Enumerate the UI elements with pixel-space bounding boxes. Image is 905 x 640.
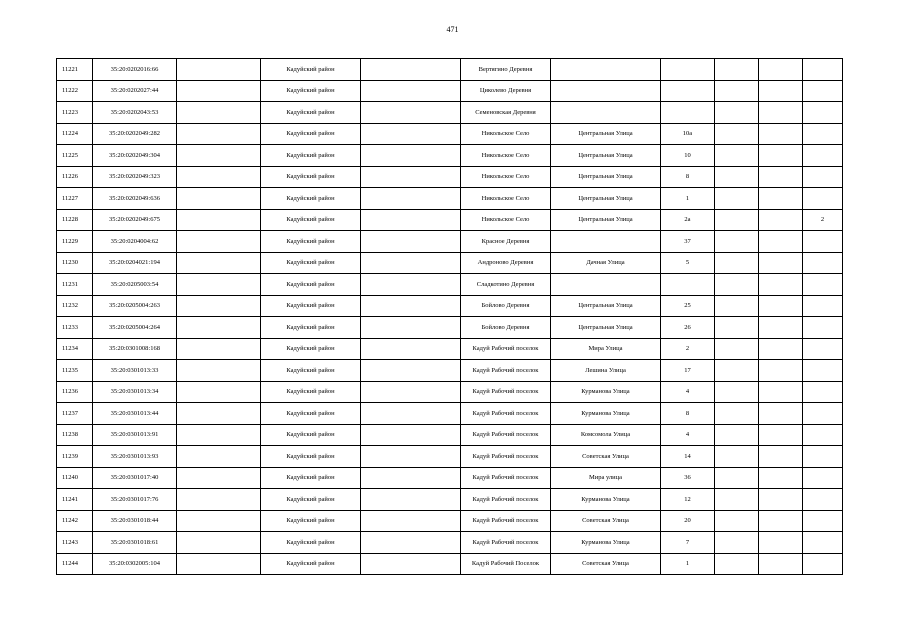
house-number-cell: 2 xyxy=(661,338,715,360)
table-row xyxy=(57,231,843,253)
cadastral-number-cell: 35:20:0202049:636 xyxy=(93,188,177,210)
extra-cell xyxy=(803,553,843,575)
record-number-cell: 11232 xyxy=(57,295,93,317)
house-number-cell: 4 xyxy=(661,424,715,446)
street-cell: Лешина Улица xyxy=(551,360,661,382)
district-cell: Кадуйский район xyxy=(261,59,361,81)
registry-rows xyxy=(57,59,843,575)
record-number-cell: 11228 xyxy=(57,209,93,231)
street-cell xyxy=(551,102,661,124)
extra-cell xyxy=(759,338,803,360)
record-number-cell: 11235 xyxy=(57,360,93,382)
extra-cell xyxy=(715,446,759,468)
street-cell: Центральная Улица xyxy=(551,188,661,210)
table-row xyxy=(57,532,843,554)
cadastral-number-cell: 35:20:0301013:33 xyxy=(93,360,177,382)
street-cell: Мира улица xyxy=(551,467,661,489)
empty-cell xyxy=(177,424,261,446)
empty-cell xyxy=(361,360,461,382)
locality-cell: Кадуй Рабочий поселок xyxy=(461,338,551,360)
extra-cell xyxy=(803,360,843,382)
extra-cell xyxy=(759,274,803,296)
house-number-cell: 14 xyxy=(661,446,715,468)
empty-cell xyxy=(361,145,461,167)
table-row xyxy=(57,424,843,446)
table-row xyxy=(57,166,843,188)
empty-cell xyxy=(361,59,461,81)
house-number-cell: 12 xyxy=(661,489,715,511)
extra-cell xyxy=(803,188,843,210)
district-cell: Кадуйский район xyxy=(261,166,361,188)
empty-cell xyxy=(361,102,461,124)
extra-cell xyxy=(715,166,759,188)
district-cell: Кадуйский район xyxy=(261,102,361,124)
empty-cell xyxy=(177,489,261,511)
extra-cell: 2 xyxy=(803,209,843,231)
record-number-cell: 11224 xyxy=(57,123,93,145)
district-cell: Кадуйский район xyxy=(261,80,361,102)
house-number-cell: 8 xyxy=(661,166,715,188)
district-cell: Кадуйский район xyxy=(261,188,361,210)
empty-cell xyxy=(361,381,461,403)
extra-cell xyxy=(759,145,803,167)
cadastral-number-cell: 35:20:0202049:675 xyxy=(93,209,177,231)
district-cell: Кадуйский район xyxy=(261,252,361,274)
street-cell: Центральная Улица xyxy=(551,123,661,145)
district-cell: Кадуйский район xyxy=(261,274,361,296)
district-cell: Кадуйский район xyxy=(261,403,361,425)
district-cell: Кадуйский район xyxy=(261,295,361,317)
empty-cell xyxy=(361,274,461,296)
empty-cell xyxy=(361,532,461,554)
locality-cell: Никольское Село xyxy=(461,123,551,145)
extra-cell xyxy=(715,231,759,253)
cadastral-number-cell: 35:20:0301017:40 xyxy=(93,467,177,489)
house-number-cell: 7 xyxy=(661,532,715,554)
table-row xyxy=(57,489,843,511)
empty-cell xyxy=(177,274,261,296)
empty-cell xyxy=(361,403,461,425)
cadastral-number-cell: 35:20:0202049:304 xyxy=(93,145,177,167)
record-number-cell: 11226 xyxy=(57,166,93,188)
extra-cell xyxy=(803,252,843,274)
locality-cell: Кадуй Рабочий поселок xyxy=(461,532,551,554)
street-cell: Дачная Улица xyxy=(551,252,661,274)
locality-cell: Никольское Село xyxy=(461,166,551,188)
table-row xyxy=(57,403,843,425)
street-cell: Советская Улица xyxy=(551,510,661,532)
extra-cell xyxy=(759,317,803,339)
extra-cell xyxy=(759,489,803,511)
house-number-cell: 2а xyxy=(661,209,715,231)
street-cell: Центральная Улица xyxy=(551,145,661,167)
empty-cell xyxy=(177,338,261,360)
cadastral-number-cell: 35:20:0205003:54 xyxy=(93,274,177,296)
empty-cell xyxy=(361,209,461,231)
page-number: 471 xyxy=(446,25,459,34)
house-number-cell xyxy=(661,102,715,124)
district-cell: Кадуйский район xyxy=(261,381,361,403)
district-cell: Кадуйский район xyxy=(261,446,361,468)
district-cell: Кадуйский район xyxy=(261,424,361,446)
extra-cell xyxy=(715,102,759,124)
cadastral-number-cell: 35:20:0202016:66 xyxy=(93,59,177,81)
extra-cell xyxy=(803,510,843,532)
extra-cell xyxy=(759,403,803,425)
extra-cell xyxy=(803,338,843,360)
cadastral-number-cell: 35:20:0301013:44 xyxy=(93,403,177,425)
empty-cell xyxy=(177,102,261,124)
table-row xyxy=(57,317,843,339)
district-cell: Кадуйский район xyxy=(261,532,361,554)
extra-cell xyxy=(715,510,759,532)
house-number-cell: 10 xyxy=(661,145,715,167)
record-number-cell: 11229 xyxy=(57,231,93,253)
empty-cell xyxy=(361,317,461,339)
extra-cell xyxy=(759,209,803,231)
extra-cell xyxy=(803,145,843,167)
extra-cell xyxy=(715,295,759,317)
locality-cell: Кадуй Рабочий поселок xyxy=(461,489,551,511)
street-cell xyxy=(551,231,661,253)
house-number-cell xyxy=(661,274,715,296)
district-cell: Кадуйский район xyxy=(261,553,361,575)
district-cell: Кадуйский район xyxy=(261,510,361,532)
locality-cell: Кадуй Рабочий поселок xyxy=(461,510,551,532)
record-number-cell: 11239 xyxy=(57,446,93,468)
district-cell: Кадуйский район xyxy=(261,360,361,382)
table-row xyxy=(57,145,843,167)
empty-cell xyxy=(361,489,461,511)
district-cell: Кадуйский район xyxy=(261,467,361,489)
locality-cell: Семеновская Деревня xyxy=(461,102,551,124)
empty-cell xyxy=(177,209,261,231)
cadastral-number-cell: 35:20:0205004:263 xyxy=(93,295,177,317)
table-row xyxy=(57,360,843,382)
extra-cell xyxy=(803,123,843,145)
table-row xyxy=(57,123,843,145)
locality-cell: Красное Деревня xyxy=(461,231,551,253)
extra-cell xyxy=(715,424,759,446)
extra-cell xyxy=(759,360,803,382)
empty-cell xyxy=(361,295,461,317)
extra-cell xyxy=(759,424,803,446)
table-row xyxy=(57,209,843,231)
table-row xyxy=(57,252,843,274)
empty-cell xyxy=(177,510,261,532)
cadastral-number-cell: 35:20:0301018:61 xyxy=(93,532,177,554)
extra-cell xyxy=(715,489,759,511)
locality-cell: Кадуй Рабочий поселок xyxy=(461,381,551,403)
empty-cell xyxy=(177,166,261,188)
house-number-cell xyxy=(661,59,715,81)
house-number-cell xyxy=(661,80,715,102)
empty-cell xyxy=(361,424,461,446)
street-cell: Центральная Улица xyxy=(551,209,661,231)
extra-cell xyxy=(803,532,843,554)
extra-cell xyxy=(759,295,803,317)
cadastral-number-cell: 35:20:0301013:93 xyxy=(93,446,177,468)
table-row xyxy=(57,510,843,532)
street-cell: Центральная Улица xyxy=(551,295,661,317)
record-number-cell: 11237 xyxy=(57,403,93,425)
empty-cell xyxy=(361,467,461,489)
cadastral-number-cell: 35:20:0205004:264 xyxy=(93,317,177,339)
record-number-cell: 11230 xyxy=(57,252,93,274)
extra-cell xyxy=(715,274,759,296)
locality-cell: Вертягино Деревня xyxy=(461,59,551,81)
record-number-cell: 11222 xyxy=(57,80,93,102)
record-number-cell: 11236 xyxy=(57,381,93,403)
street-cell: Комсомола Улица xyxy=(551,424,661,446)
extra-cell xyxy=(803,166,843,188)
cadastral-number-cell: 35:20:0202043:53 xyxy=(93,102,177,124)
empty-cell xyxy=(361,123,461,145)
empty-cell xyxy=(361,166,461,188)
district-cell: Кадуйский район xyxy=(261,231,361,253)
record-number-cell: 11227 xyxy=(57,188,93,210)
table-row xyxy=(57,295,843,317)
extra-cell xyxy=(715,59,759,81)
locality-cell: Кадуй Рабочий поселок xyxy=(461,403,551,425)
empty-cell xyxy=(177,553,261,575)
house-number-cell: 37 xyxy=(661,231,715,253)
record-number-cell: 11238 xyxy=(57,424,93,446)
locality-cell: Никольское Село xyxy=(461,209,551,231)
locality-cell: Бойлово Деревня xyxy=(461,295,551,317)
empty-cell xyxy=(361,446,461,468)
district-cell: Кадуйский район xyxy=(261,338,361,360)
cadastral-number-cell: 35:20:0204004:62 xyxy=(93,231,177,253)
record-number-cell: 11241 xyxy=(57,489,93,511)
locality-cell: Никольское Село xyxy=(461,145,551,167)
record-number-cell: 11244 xyxy=(57,553,93,575)
street-cell: Курманова Улица xyxy=(551,489,661,511)
extra-cell xyxy=(803,446,843,468)
empty-cell xyxy=(177,360,261,382)
extra-cell xyxy=(715,145,759,167)
house-number-cell: 26 xyxy=(661,317,715,339)
extra-cell xyxy=(715,188,759,210)
house-number-cell: 1 xyxy=(661,553,715,575)
empty-cell xyxy=(177,532,261,554)
cadastral-number-cell: 35:20:0202027:44 xyxy=(93,80,177,102)
extra-cell xyxy=(759,188,803,210)
empty-cell xyxy=(361,252,461,274)
extra-cell xyxy=(803,317,843,339)
record-number-cell: 11223 xyxy=(57,102,93,124)
extra-cell xyxy=(715,123,759,145)
empty-cell xyxy=(361,80,461,102)
street-cell: Курманова Улица xyxy=(551,381,661,403)
empty-cell xyxy=(361,338,461,360)
cadastral-number-cell: 35:20:0301013:91 xyxy=(93,424,177,446)
extra-cell xyxy=(715,553,759,575)
table-row xyxy=(57,553,843,575)
empty-cell xyxy=(177,252,261,274)
locality-cell: Циколево Деревня xyxy=(461,80,551,102)
cadastral-number-cell: 35:20:0301013:34 xyxy=(93,381,177,403)
record-number-cell: 11233 xyxy=(57,317,93,339)
extra-cell xyxy=(759,59,803,81)
extra-cell xyxy=(759,532,803,554)
empty-cell xyxy=(361,510,461,532)
cadastral-number-cell: 35:20:0302005:104 xyxy=(93,553,177,575)
extra-cell xyxy=(759,123,803,145)
street-cell: Центральная Улица xyxy=(551,317,661,339)
cadastral-number-cell: 35:20:0301017:76 xyxy=(93,489,177,511)
cadastral-number-cell: 35:20:0301008:168 xyxy=(93,338,177,360)
district-cell: Кадуйский район xyxy=(261,489,361,511)
house-number-cell: 17 xyxy=(661,360,715,382)
empty-cell xyxy=(177,381,261,403)
street-cell: Курманова Улица xyxy=(551,403,661,425)
extra-cell xyxy=(715,403,759,425)
extra-cell xyxy=(803,467,843,489)
record-number-cell: 11225 xyxy=(57,145,93,167)
extra-cell xyxy=(715,467,759,489)
extra-cell xyxy=(715,252,759,274)
empty-cell xyxy=(361,553,461,575)
record-number-cell: 11234 xyxy=(57,338,93,360)
extra-cell xyxy=(803,295,843,317)
extra-cell xyxy=(715,532,759,554)
street-cell: Советская Улица xyxy=(551,446,661,468)
extra-cell xyxy=(715,381,759,403)
district-cell: Кадуйский район xyxy=(261,209,361,231)
cadastral-number-cell: 35:20:0204021:194 xyxy=(93,252,177,274)
empty-cell xyxy=(177,295,261,317)
extra-cell xyxy=(803,424,843,446)
locality-cell: Андроново Деревня xyxy=(461,252,551,274)
street-cell xyxy=(551,59,661,81)
empty-cell xyxy=(177,145,261,167)
house-number-cell: 8 xyxy=(661,403,715,425)
street-cell: Советская Улица xyxy=(551,553,661,575)
extra-cell xyxy=(759,252,803,274)
extra-cell xyxy=(759,467,803,489)
district-cell: Кадуйский район xyxy=(261,145,361,167)
house-number-cell: 1 xyxy=(661,188,715,210)
table-row xyxy=(57,467,843,489)
table-row xyxy=(57,188,843,210)
street-cell: Мира Улица xyxy=(551,338,661,360)
table-row xyxy=(57,338,843,360)
house-number-cell: 5 xyxy=(661,252,715,274)
extra-cell xyxy=(715,80,759,102)
extra-cell xyxy=(759,166,803,188)
record-number-cell: 11231 xyxy=(57,274,93,296)
extra-cell xyxy=(803,59,843,81)
extra-cell xyxy=(759,446,803,468)
extra-cell xyxy=(715,209,759,231)
house-number-cell: 25 xyxy=(661,295,715,317)
empty-cell xyxy=(177,123,261,145)
table-row xyxy=(57,274,843,296)
record-number-cell: 11242 xyxy=(57,510,93,532)
extra-cell xyxy=(759,80,803,102)
extra-cell xyxy=(803,102,843,124)
empty-cell xyxy=(177,59,261,81)
locality-cell: Кадуй Рабочий поселок xyxy=(461,424,551,446)
table-row xyxy=(57,80,843,102)
cadastral-number-cell: 35:20:0202049:323 xyxy=(93,166,177,188)
empty-cell xyxy=(177,231,261,253)
record-number-cell: 11243 xyxy=(57,532,93,554)
empty-cell xyxy=(177,446,261,468)
table-row xyxy=(57,59,843,81)
extra-cell xyxy=(715,338,759,360)
locality-cell: Никольское Село xyxy=(461,188,551,210)
record-number-cell: 11240 xyxy=(57,467,93,489)
extra-cell xyxy=(759,553,803,575)
extra-cell xyxy=(759,231,803,253)
extra-cell xyxy=(803,274,843,296)
locality-cell: Кадуй Рабочий поселок xyxy=(461,467,551,489)
empty-cell xyxy=(177,317,261,339)
house-number-cell: 10а xyxy=(661,123,715,145)
house-number-cell: 20 xyxy=(661,510,715,532)
table-row xyxy=(57,381,843,403)
locality-cell: Кадуй Рабочий Поселок xyxy=(461,553,551,575)
empty-cell xyxy=(361,231,461,253)
locality-cell: Бойлово Деревня xyxy=(461,317,551,339)
street-cell: Курманова Улица xyxy=(551,532,661,554)
table-row xyxy=(57,446,843,468)
district-cell: Кадуйский район xyxy=(261,317,361,339)
empty-cell xyxy=(177,188,261,210)
extra-cell xyxy=(803,231,843,253)
locality-cell: Кадуй Рабочий поселок xyxy=(461,446,551,468)
extra-cell xyxy=(759,381,803,403)
street-cell xyxy=(551,80,661,102)
extra-cell xyxy=(715,317,759,339)
locality-cell: Сладкотино Деревня xyxy=(461,274,551,296)
street-cell xyxy=(551,274,661,296)
empty-cell xyxy=(177,80,261,102)
cadastral-number-cell: 35:20:0301018:44 xyxy=(93,510,177,532)
house-number-cell: 4 xyxy=(661,381,715,403)
locality-cell: Кадуй Рабочий поселок xyxy=(461,360,551,382)
street-cell: Центральная Улица xyxy=(551,166,661,188)
extra-cell xyxy=(803,403,843,425)
empty-cell xyxy=(177,467,261,489)
record-number-cell: 11221 xyxy=(57,59,93,81)
table-row xyxy=(57,102,843,124)
extra-cell xyxy=(803,381,843,403)
district-cell: Кадуйский район xyxy=(261,123,361,145)
extra-cell xyxy=(803,489,843,511)
extra-cell xyxy=(803,80,843,102)
cadastral-number-cell: 35:20:0202049:282 xyxy=(93,123,177,145)
extra-cell xyxy=(715,360,759,382)
extra-cell xyxy=(759,102,803,124)
extra-cell xyxy=(759,510,803,532)
empty-cell xyxy=(361,188,461,210)
empty-cell xyxy=(177,403,261,425)
house-number-cell: 36 xyxy=(661,467,715,489)
registry-table xyxy=(56,58,843,575)
